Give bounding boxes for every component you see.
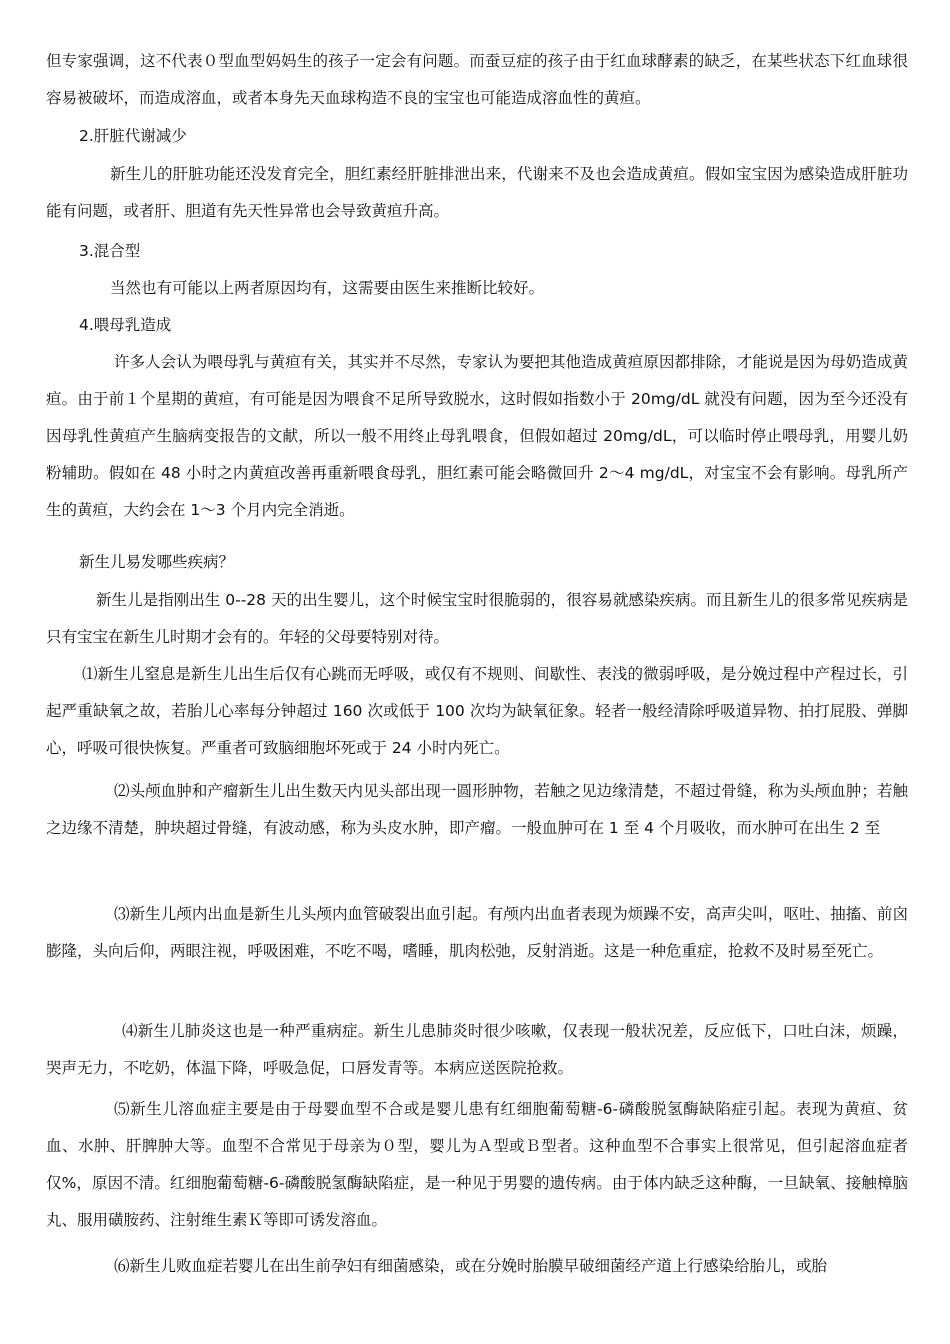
paragraph-pneumonia: ⑷新生儿肺炎这也是一种严重病症。新生儿患肺炎时很少咳嗽，仅表现一般状况差，反应低下，口吐白沫，烦躁，哭声无力，不吃奶，体温下降，呼吸急促，口唇发青等。本病应送医院抢救。 — [46, 1022, 908, 1077]
paragraph-sepsis: ⑹新生儿败血症若婴儿在出生前孕妇有细菌感染，或在分娩时胎膜早破细菌经产道上行感染给胎儿，或胎 — [114, 1257, 828, 1275]
paragraph-hemolytic-disease: ⑸新生儿溶血症主要是由于母婴血型不合或是婴儿患有红细胞葡萄糖-6-磷酸脱氢酶缺陷症引起。表现为黄疸、贫血、水肿、肝脾肿大等。血型不合常见于母亲为０型，婴儿为Ａ型或Ｂ型者。这种血型不合事实上很常见，但引起溶血症者仅%，原因不清。红细胞葡萄糖-6-磷酸脱氢酶缺陷症，是一种见于男婴的遗传病。由于体内缺乏这种酶，一旦缺氧、接触樟脑丸、服用磺胺药、注射维生素Ｋ等即可诱发溶血。 — [46, 1100, 908, 1229]
paragraph-intracranial-hemorrhage: ⑶新生儿颅内出血是新生儿头颅内血管破裂出血引起。有颅内出血者表现为烦躁不安，高声尖叫，呕吐、抽搐、前囟膨隆，头向后仰，两眼注视，呼吸困难，不吃不喝，嗜睡，肌肉松弛，反射消逝。这是一种危重症，抢救不及时易至死亡。 — [46, 905, 908, 960]
heading-newborn-diseases: 新生儿易发哪些疾病？ — [79, 553, 235, 571]
paragraph-mixed-type: 当然也有可能以上两者原因均有，这需要由医生来推断比较好。 — [110, 279, 545, 297]
paragraph-breastfeeding: 许多人会认为喂母乳与黄疸有关，其实并不尽然，专家认为要把其他造成黄疸原因都排除，才能说是因为母奶造成黄疸。由于前１个星期的黄疸，有可能是因为喂食不足所导致脱水，这时假如指数小于 20mg/dL 就没有问题，因为至今还没有因母乳性黄疸产生脑病变报告的文献，所以一般不用终止母乳喂食，但假如超过 20mg/dL，可以临时停止喂母乳，用婴儿奶粉辅助。假如在 48 小时之内黄疸改善再重新喂食母乳，胆红素可能会略微回升 2～4 mg/dL，对宝宝不会有影响。母乳所产生的黄疸，大约会在 1～3 个月内完全消逝。 — [46, 353, 908, 519]
heading-mixed-type: 3.混合型 — [79, 242, 141, 260]
heading-liver-metabolism: 2.肝脏代谢减少 — [79, 127, 187, 145]
heading-breastfeeding: 4.喂母乳造成 — [79, 316, 172, 334]
paragraph-newborn-intro: 新生儿是指刚出生 0--28 天的出生婴儿，这个时候宝宝时很脆弱的，很容易就感染疾病。而且新生儿的很多常见疾病是只有宝宝在新生儿时期才会有的。年轻的父母要特别对待。 — [46, 591, 908, 646]
paragraph-asphyxia: ⑴新生儿窒息是新生儿出生后仅有心跳而无呼吸，或仅有不规则、间歇性、表浅的微弱呼吸，是分娩过程中产程过长，引起严重缺氧之故，若胎儿心率每分钟超过 160 次或低于 100 次均为缺氧征象。轻者一般经清除呼吸道异物、拍打屁股、弹脚心，呼吸可很快恢复。严重者可致脑细胞坏死或于 24 小时内死亡。 — [46, 665, 908, 757]
paragraph-hemolysis-note: 但专家强调，这不代表０型血型妈妈生的孩子一定会有问题。而蚕豆症的孩子由于红血球酵素的缺乏，在某些状态下红血球很容易被破坏，而造成溶血，或者本身先天血球构造不良的宝宝也可能造成溶血性的黄疸。 — [46, 52, 908, 107]
paragraph-cephalohematoma: ⑵头颅血肿和产瘤新生儿出生数天内见头部出现一圆形肿物，若触之见边缘清楚，不超过骨缝，称为头颅血肿；若触之边缘不清楚，肿块超过骨缝，有波动感，称为头皮水肿，即产瘤。一般血肿可在 1 至 4 个月吸收，而水肿可在出生 2 至 — [46, 782, 908, 837]
paragraph-liver-metabolism: 新生儿的肝脏功能还没发育完全，胆红素经肝脏排泄出来，代谢来不及也会造成黄疸。假如宝宝因为感染造成肝脏功能有问题，或者肝、胆道有先天性异常也会导致黄疸升高。 — [46, 165, 908, 220]
